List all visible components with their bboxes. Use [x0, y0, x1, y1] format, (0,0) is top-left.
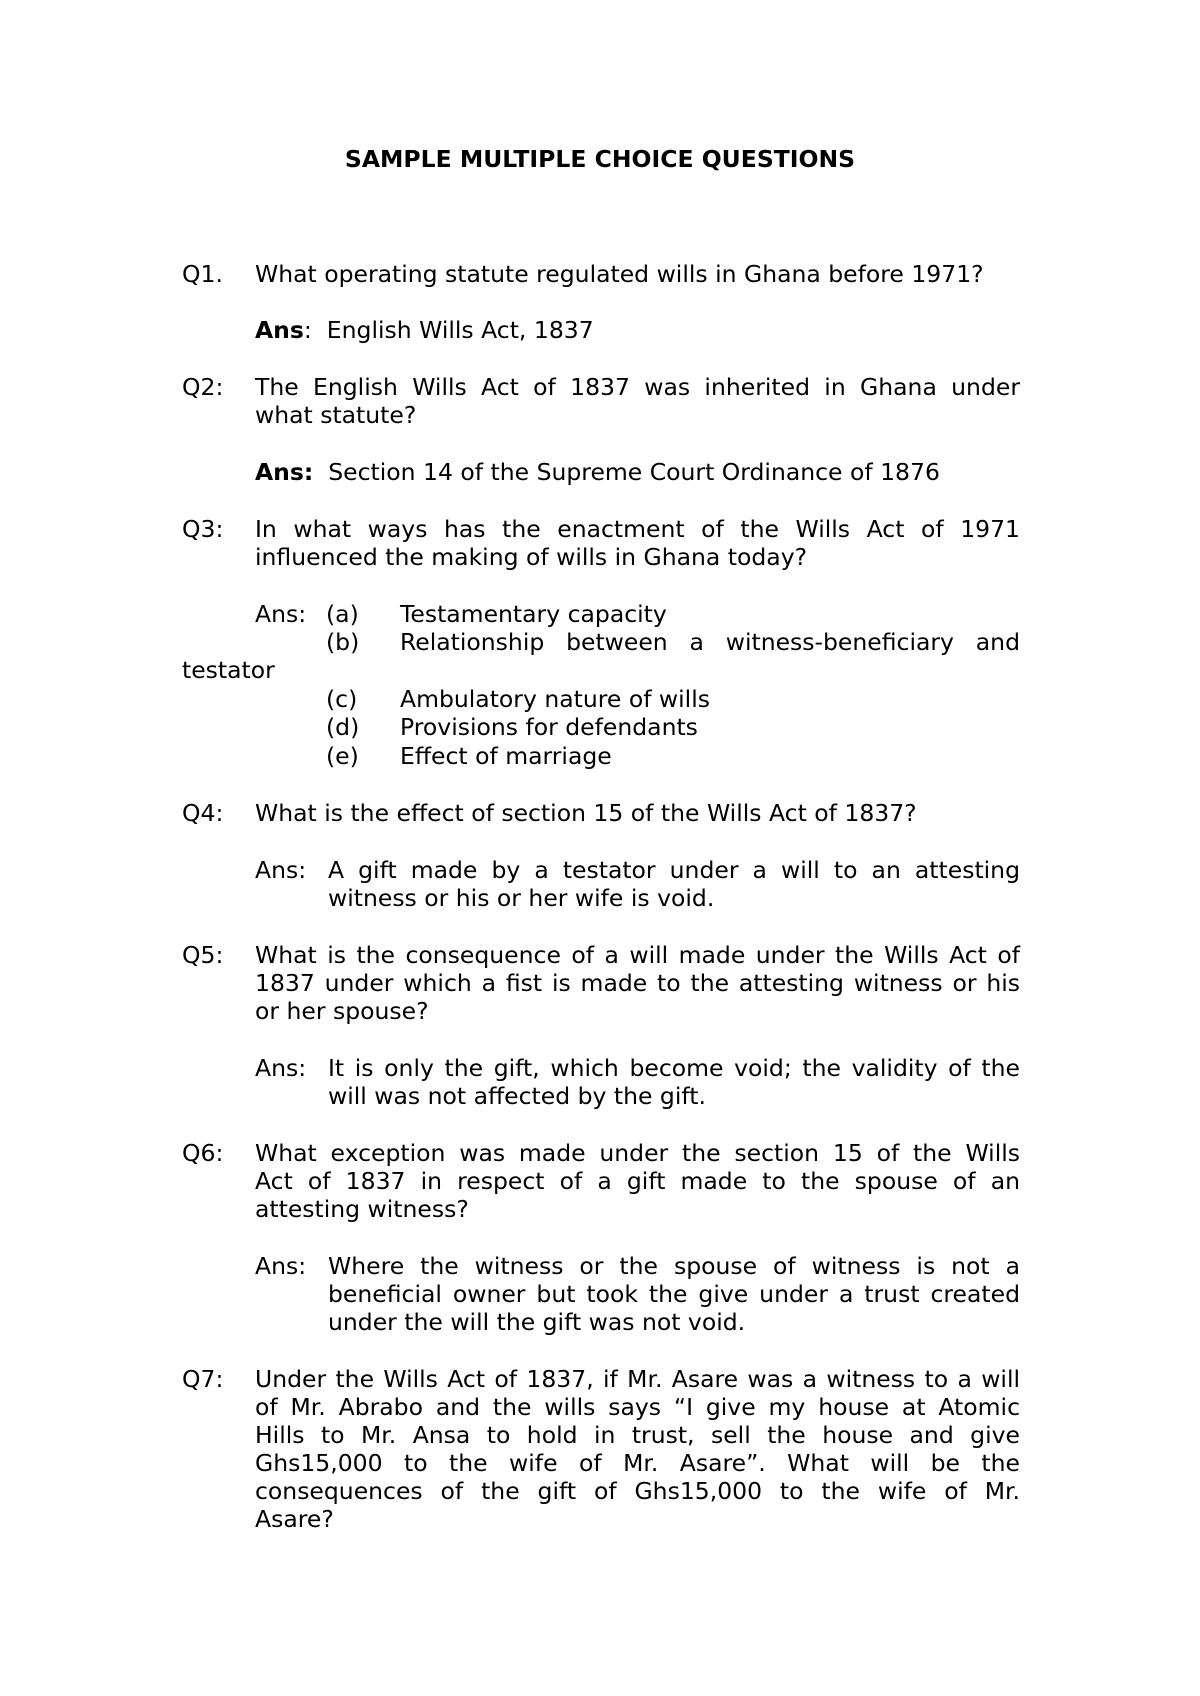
question-text: of Mr. Abrabo and the wills says “I give my house at Atomic: [255, 1393, 1020, 1421]
question-number: Q4:: [182, 799, 224, 827]
question-text: or her spouse?: [255, 997, 429, 1025]
question-text: attesting witness?: [255, 1195, 469, 1223]
option-letter: (b): [326, 628, 360, 656]
question-text: What operating statute regulated wills in Ghana before 1971?: [255, 260, 984, 288]
answer-text: beneficial owner but took the give under a trust created: [328, 1280, 1020, 1308]
answer-text: It is only the gift, which become void; the validity of the: [328, 1054, 1020, 1082]
option-text: Ambulatory nature of wills: [400, 685, 710, 713]
option-letter: (c): [326, 685, 358, 713]
answer-line: [255, 458, 940, 486]
question-text: what statute?: [255, 401, 417, 429]
question-text: In what ways has the enactment of the Wills Act of 1971: [255, 515, 1020, 543]
answer-label: Ans:: [255, 458, 314, 486]
option-text: Testamentary capacity: [400, 600, 667, 628]
question-number: Q6:: [182, 1139, 224, 1167]
answer-label: Ans:: [255, 600, 307, 628]
option-text-continued: testator: [182, 656, 275, 684]
answer-text: under the will the gift was not void.: [328, 1308, 746, 1336]
answer-label: Ans: [255, 316, 304, 344]
question-number: Q3:: [182, 515, 224, 543]
option-text: Effect of marriage: [400, 742, 612, 770]
answer-text: Section 14 of the Supreme Court Ordinance of 1876: [328, 458, 940, 486]
question-text: influenced the making of wills in Ghana today?: [255, 543, 808, 571]
option-letter: (e): [326, 742, 359, 770]
question-text: Under the Wills Act of 1837, if Mr. Asare was a witness to a will: [255, 1365, 1020, 1393]
question-text: The English Wills Act of 1837 was inherited in Ghana under: [255, 373, 1020, 401]
option-text: Provisions for defendants: [400, 713, 698, 741]
question-number: Q5:: [182, 941, 224, 969]
answer-colon: :: [303, 316, 312, 344]
answer-label: Ans:: [255, 856, 307, 884]
question-number: Q1.: [182, 260, 223, 288]
option-letter: (d): [326, 713, 360, 741]
question-text: What is the effect of section 15 of the Wills Act of 1837?: [255, 799, 917, 827]
question-text: Ghs15,000 to the wife of Mr. Asare”. What will be the: [255, 1449, 1020, 1477]
question-text: 1837 under which a fist is made to the attesting witness or his: [255, 969, 1020, 997]
answer-text: witness or his or her wife is void.: [328, 884, 715, 912]
answer-text: Where the witness or the spouse of witness is not a: [328, 1252, 1020, 1280]
question-text: Act of 1837 in respect of a gift made to the spouse of an: [255, 1167, 1020, 1195]
answer-text: A gift made by a testator under a will to an attesting: [328, 856, 1020, 884]
option-text: Relationship between a witness-beneficiary and: [400, 628, 1020, 656]
answer-text: will was not affected by the gift.: [328, 1082, 706, 1110]
answer-label: Ans:: [255, 1054, 307, 1082]
question-text: Asare?: [255, 1505, 334, 1533]
answer-label: Ans:: [255, 1252, 307, 1280]
answer-text: English Wills Act, 1837: [326, 316, 594, 344]
question-text: What exception was made under the section 15 of the Wills: [255, 1139, 1020, 1167]
question-text: Hills to Mr. Ansa to hold in trust, sell the house and give: [255, 1421, 1020, 1449]
answer-line: [255, 316, 594, 344]
option-letter: (a): [326, 600, 359, 628]
question-text: What is the consequence of a will made under the Wills Act of: [255, 941, 1020, 969]
question-number: Q7:: [182, 1365, 224, 1393]
page-title: SAMPLE MULTIPLE CHOICE QUESTIONS: [344, 145, 856, 173]
question-number: Q2:: [182, 373, 224, 401]
question-text: consequences of the gift of Ghs15,000 to the wife of Mr.: [255, 1477, 1020, 1505]
